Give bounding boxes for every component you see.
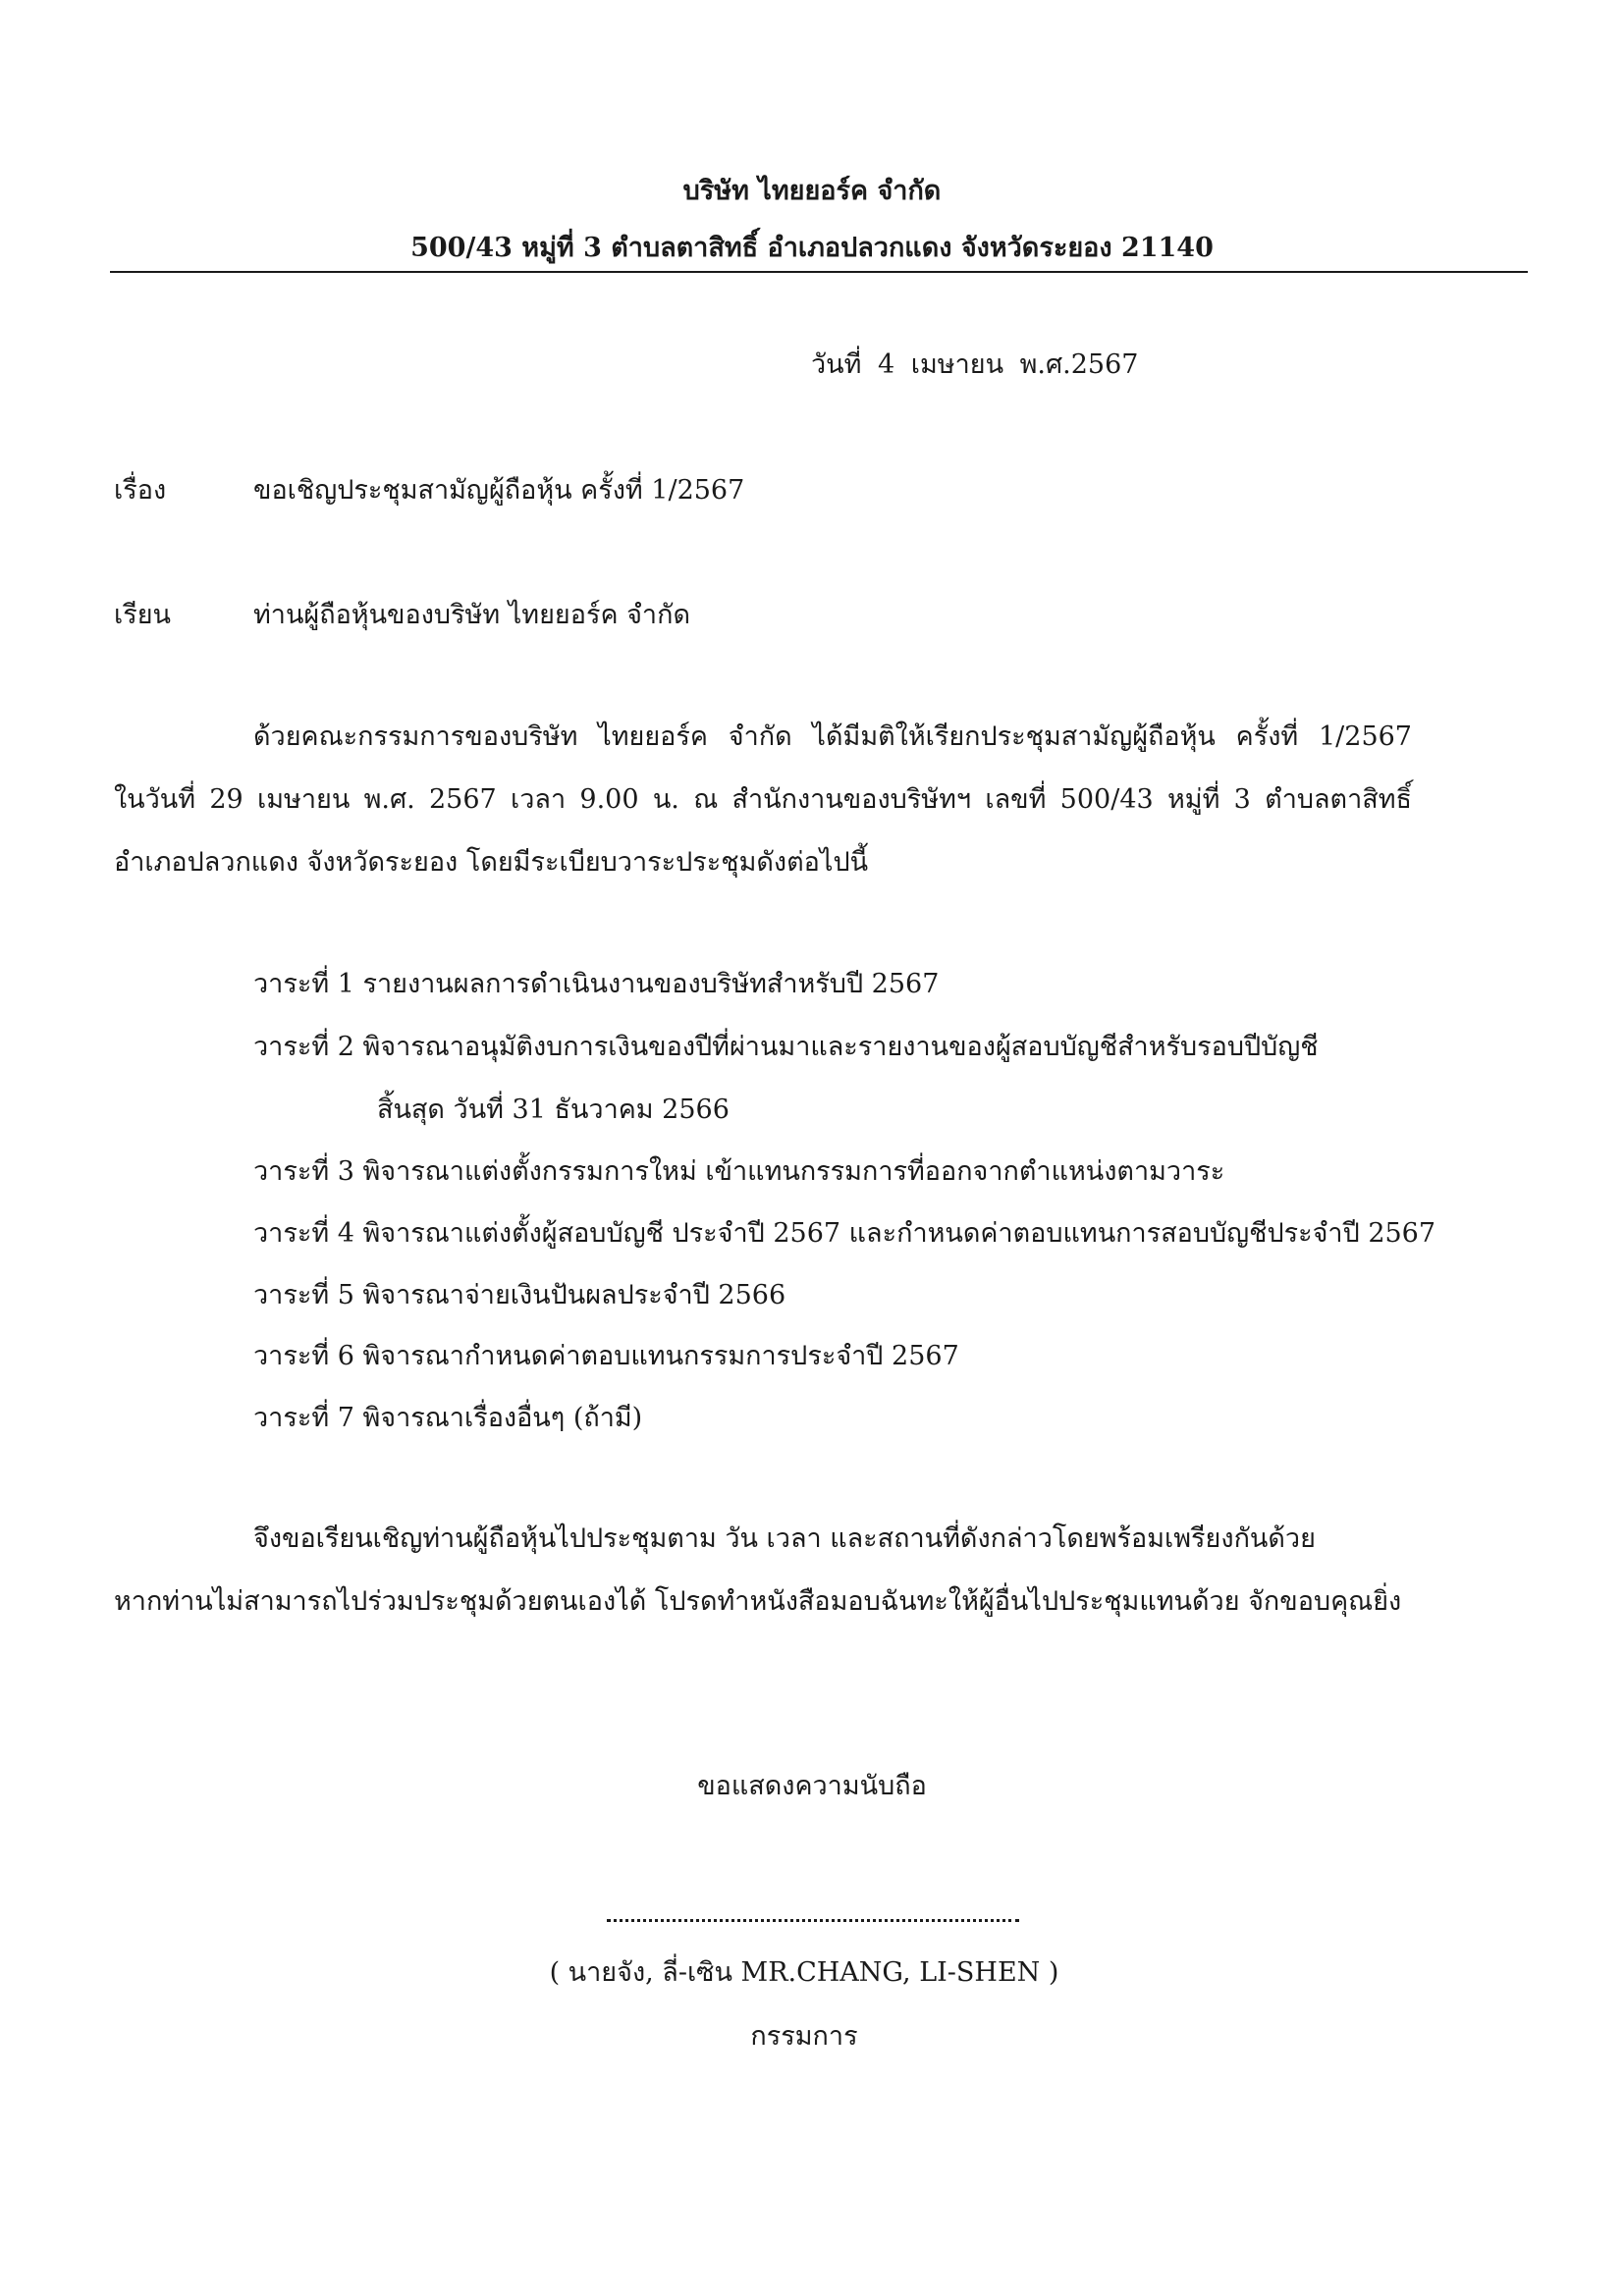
agenda-item-1: วาระที่ 1 รายงานผลการดำเนินงานของบริษัทสำหรับปี 2567 (253, 969, 940, 999)
agenda-item-5: วาระที่ 5 พิจารณาจ่ายเงินปันผลประจำปี 2566 (253, 1280, 786, 1310)
header-divider (110, 271, 1528, 273)
closing-line-2: หากท่านไม่สามารถไปร่วมประชุมด้วยตนเองได้ โปรดทำหนังสือมอบฉันทะให้ผู้อื่นไปประชุมแทนด้วย จักขอบคุณยิ่ง (114, 1586, 1402, 1617)
agenda-item-7: วาระที่ 7 พิจารณาเรื่องอื่นๆ (ถ้ามี) (253, 1403, 643, 1433)
subject-label: เรื่อง (114, 475, 167, 506)
salutation: ขอแสดงความนับถือ (697, 1771, 927, 1801)
agenda-item-4: วาระที่ 4 พิจารณาแต่งตั้งผู้สอบบัญชี ประจำปี 2567 และกำหนดค่าตอบแทนการสอบบัญชีประจำปี 2567 (253, 1218, 1436, 1249)
signer-name: ( นายจัง, ลี่-เซิน MR.CHANG, LI-SHEN ) (549, 1957, 1059, 1988)
intro-line-3: อำเภอปลวกแดง จังหวัดระยอง โดยมีระเบียบวาระประชุมดังต่อไปนี้ (114, 847, 869, 878)
recipient-label: เรียน (114, 600, 172, 630)
agenda-item-2-continued: สิ้นสุด วันที่ 31 ธันวาคม 2566 (377, 1095, 730, 1125)
letter-date: วันที่ 4 เมษายน พ.ศ.2567 (811, 349, 1139, 380)
recipient-text: ท่านผู้ถือหุ้นของบริษัท ไทยยอร์ค จำกัด (253, 600, 690, 630)
intro-line-2: ในวันที่ 29 เมษายน พ.ศ. 2567 เวลา 9.00 น. ณ สำนักงานของบริษัทฯ เลขที่ 500/43 หมู่ที่ 3 ตำบลตาสิทธิ์ (114, 784, 1412, 815)
subject-text: ขอเชิญประชุมสามัญผู้ถือหุ้น ครั้งที่ 1/2567 (253, 475, 745, 506)
agenda-item-2: วาระที่ 2 พิจารณาอนุมัติงบการเงินของปีที่ผ่านมาและรายงานของผู้สอบบัญชีสำหรับรอบปีบัญชี (253, 1032, 1319, 1062)
agenda-item-3: วาระที่ 3 พิจารณาแต่งตั้งกรรมการใหม่ เข้าแทนกรรมการที่ออกจากตำแหน่งตามวาระ (253, 1156, 1225, 1187)
company-name: บริษัท ไทยยอร์ค จำกัด (682, 176, 942, 206)
intro-line-1: ด้วยคณะกรรมการของบริษัท ไทยยอร์ค จำกัด ได้มีมติให้เรียกประชุมสามัญผู้ถือหุ้น ครั้งที่ 1/2567 (253, 721, 1412, 752)
signature-line (607, 1919, 1019, 1922)
signer-title: กรรมการ (750, 2021, 858, 2052)
closing-line-1: จึงขอเรียนเชิญท่านผู้ถือหุ้นไปประชุมตาม วัน เวลา และสถานที่ดังกล่าวโดยพร้อมเพรียงกันด้วย (253, 1523, 1316, 1554)
company-address: 500/43 หมู่ที่ 3 ตำบลตาสิทธิ์ อำเภอปลวกแดง จังหวัดระยอง 21140 (410, 233, 1214, 263)
agenda-item-6: วาระที่ 6 พิจารณากำหนดค่าตอบแทนกรรมการประจำปี 2567 (253, 1341, 959, 1371)
